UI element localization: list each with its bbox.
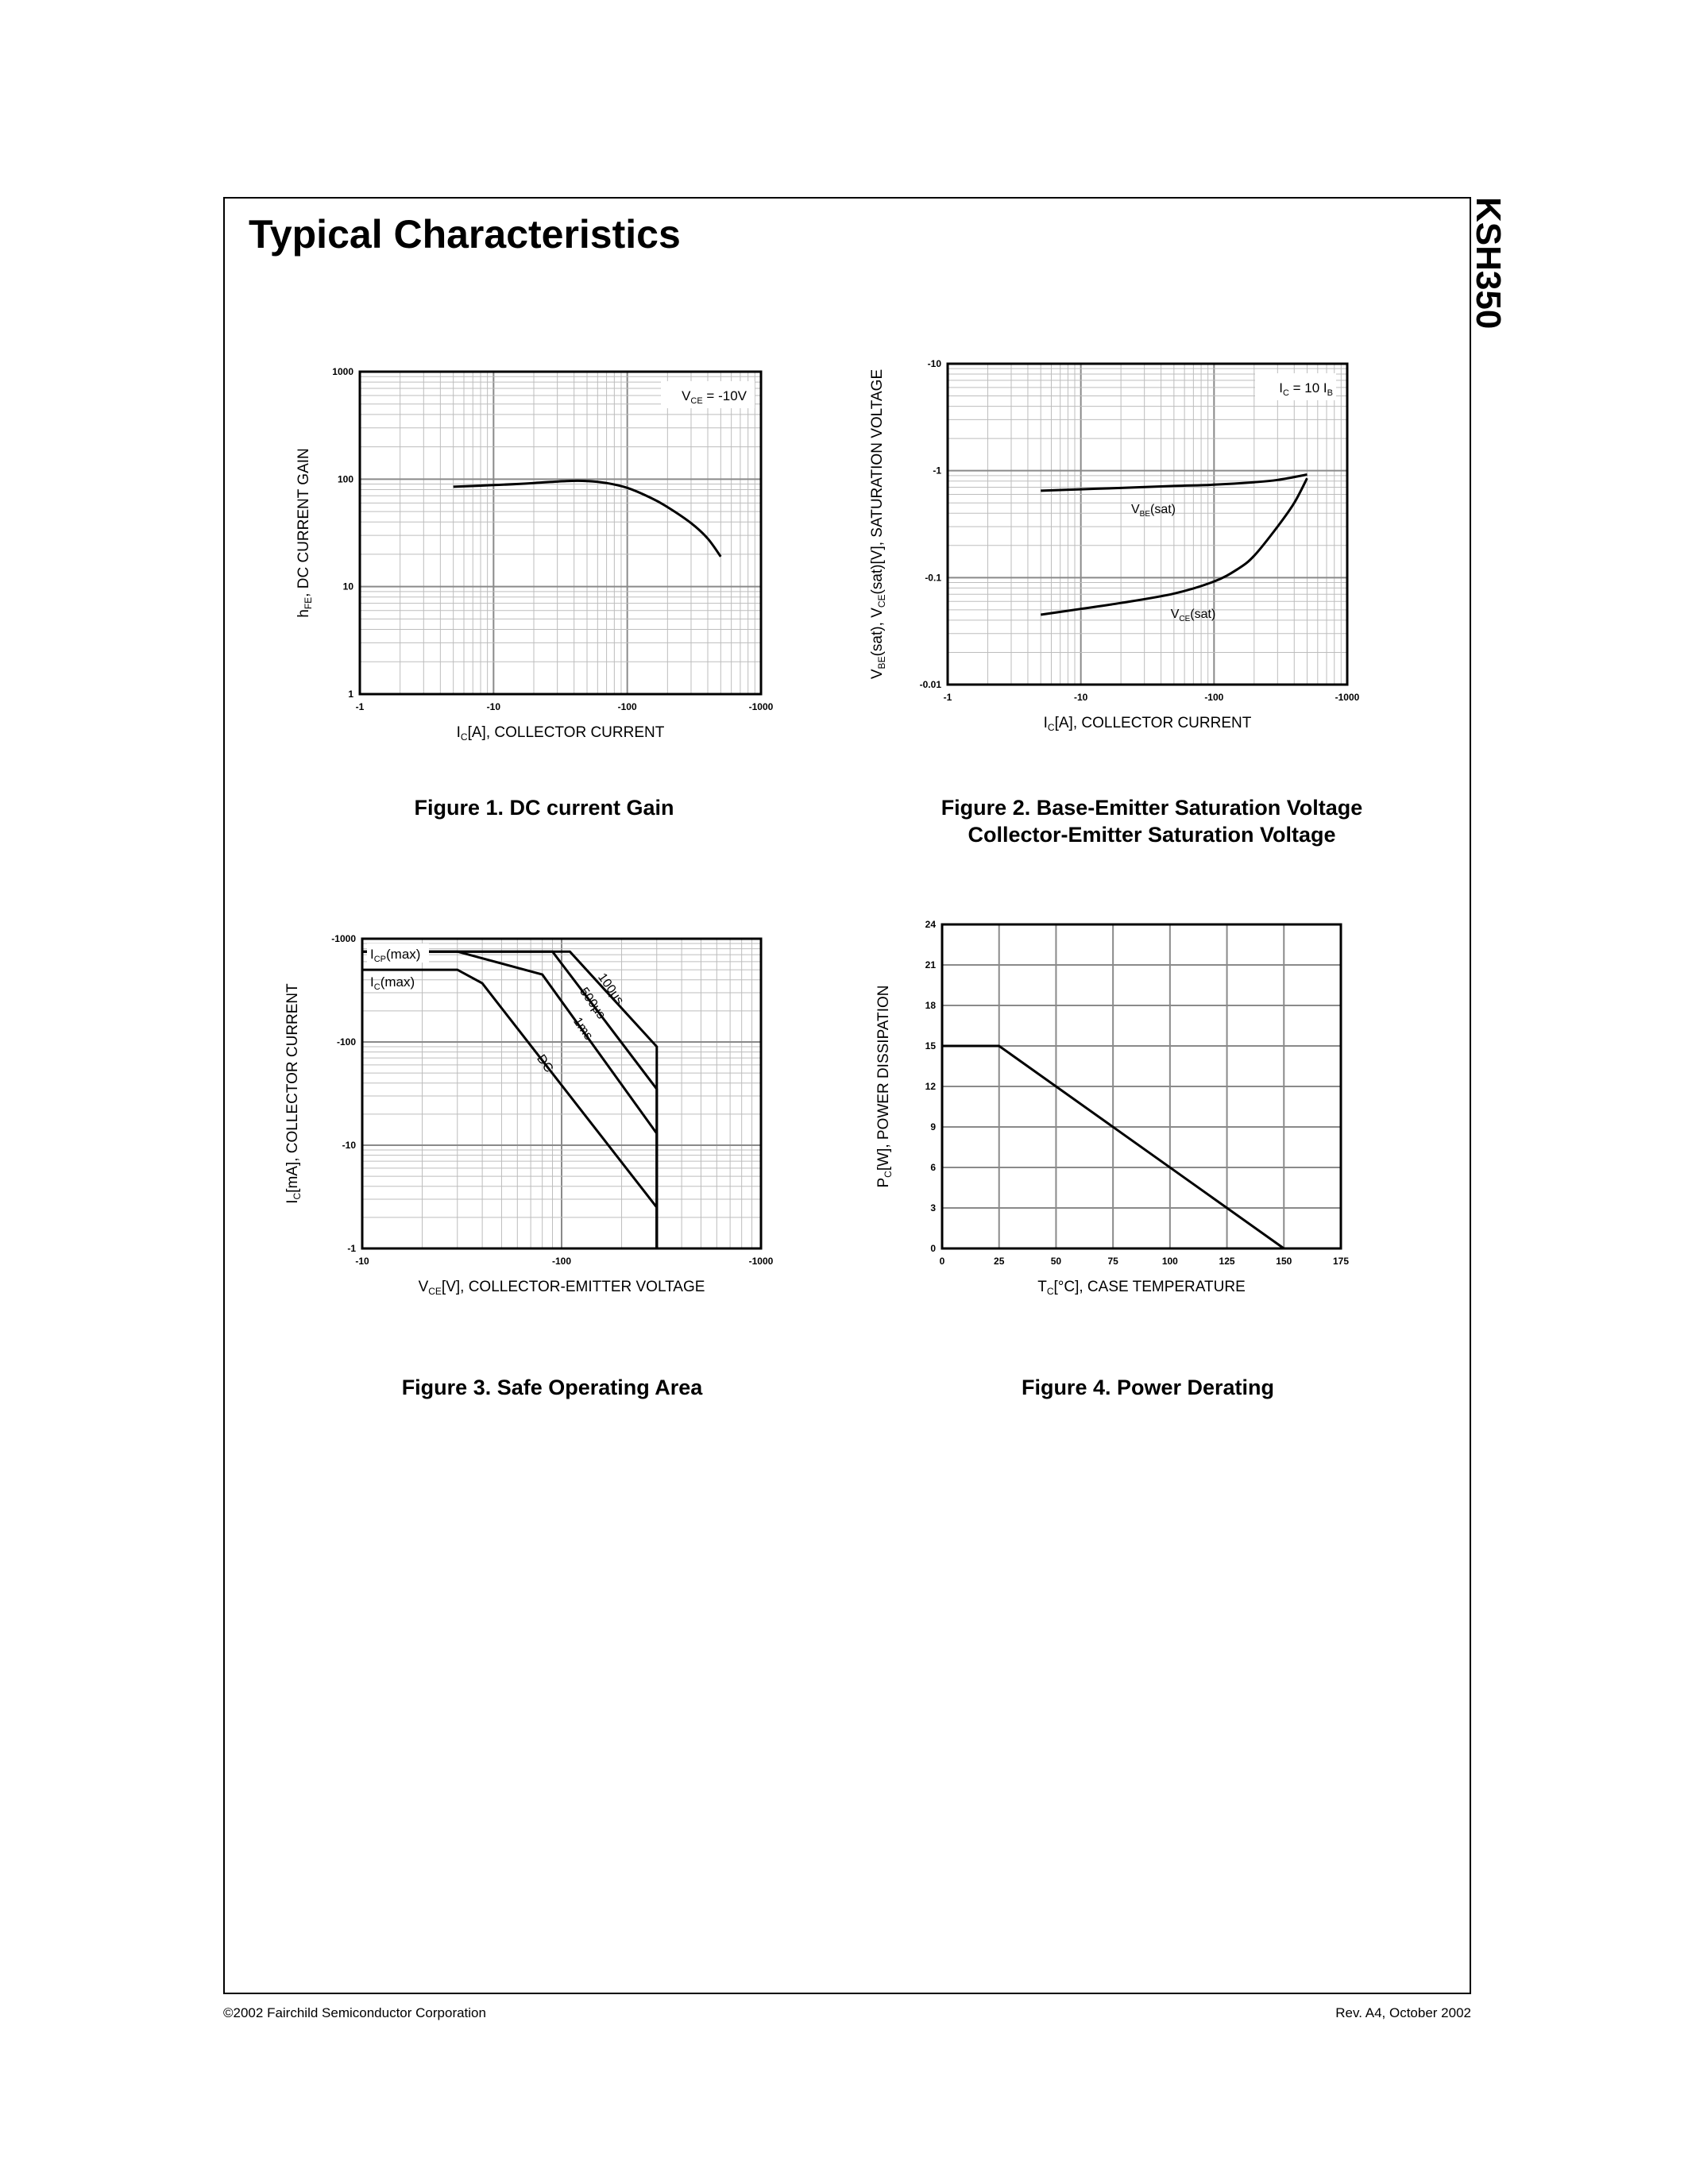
x-tick-label: -1 [355,701,365,712]
annotation-text: $V_{CE} = -10V$ [682,388,747,406]
y-tick-label: -1 [933,465,941,477]
chart-dc-current-gain [294,357,786,754]
chart-power-derating [874,921,1414,1334]
annotation-text: $I_C(\max)$ [370,974,415,992]
figure-4-caption [937,1374,1358,1401]
x-tick-label: -1000 [748,701,774,712]
y-axis-label: $V_{BE}(sat)$, $V_{CE}(sat)[V]$, SATURATION VOLTAGE [869,369,887,680]
y-tick-label: 1000 [332,366,353,377]
x-tick-label: 0 [939,1256,945,1267]
y-tick-label: 12 [925,1081,936,1092]
x-tick-label: -1000 [748,1256,774,1267]
footer-revision: Rev. A4, October 2002 [1335,2005,1471,2020]
y-tick-label: -10 [342,1140,356,1151]
x-tick-label: 175 [1332,1256,1350,1267]
x-tick-label: 75 [1107,1256,1118,1267]
y-tick-label: 100 [337,473,353,485]
y-tick-label: -1 [347,1243,356,1254]
series-label: 1ms [570,1015,596,1043]
x-tick-label: -100 [1204,692,1224,703]
caption-line: Figure 1. DC current Gain [414,796,674,820]
x-tick-label: 100 [1161,1256,1178,1267]
y-tick-label: -100 [336,1036,356,1048]
series-label: $V_{CE}(sat)$ [1170,608,1216,623]
y-tick-label: -0.1 [925,572,941,584]
y-tick-label: -0.01 [919,679,941,690]
caption-line: Figure 4. Power Derating [1021,1376,1275,1399]
y-tick-label: 0 [930,1243,936,1254]
footer-copyright: ©2002 Fairchild Semiconductor Corporation [223,2005,486,2020]
chart-saturation-voltage [869,349,1414,754]
page-heading: Typical Characteristics [249,212,681,257]
figure-2-caption [898,794,1406,848]
x-axis-label: $V_{CE}[V]$, COLLECTOR-EMITTER VOLTAGE [418,1279,705,1297]
series-label: $V_{BE}(sat)$ [1130,503,1176,519]
x-axis-label: $I_C[A]$, COLLECTOR CURRENT [456,724,665,743]
x-tick-label: -100 [617,701,637,712]
series-line-dc [362,970,657,1248]
x-axis-label: $T_C[^\circ C]$, CASE TEMPERATURE [1037,1279,1246,1297]
series-label: 100μs [595,970,627,1008]
y-tick-label: 3 [930,1202,936,1214]
x-axis-label: $I_C[A]$, COLLECTOR CURRENT [1043,715,1252,733]
series-label: 500μs [577,985,608,1022]
x-tick-label: -1000 [1335,692,1360,703]
y-tick-label: 21 [925,959,936,970]
x-tick-label: -100 [551,1256,572,1267]
y-tick-label: 15 [925,1040,936,1051]
y-tick-label: 9 [930,1121,936,1133]
y-axis-label: $P_C[W]$, POWER DISSIPATION [875,985,894,1188]
x-tick-label: 125 [1219,1256,1235,1267]
series-label: DC [534,1052,556,1075]
figure-3-caption [342,1374,763,1401]
x-tick-label: 50 [1050,1256,1062,1267]
x-tick-label: -10 [355,1256,369,1267]
y-tick-label: 24 [925,919,936,930]
y-tick-label: 10 [342,581,353,592]
side-title-text: KSH350 [1469,197,1508,330]
caption-line: Figure 2. Base-Emitter Saturation Voltage [941,796,1363,820]
y-tick-label: 18 [925,1000,936,1011]
annotation-text: $I_{CP}(\max)$ [370,947,421,964]
y-tick-label: 1 [348,689,353,700]
side-title [1471,197,1543,435]
x-tick-label: -1 [943,692,952,703]
x-tick-label: -10 [486,701,501,712]
y-tick-label: 6 [930,1162,936,1173]
x-tick-label: 150 [1276,1256,1292,1267]
annotation-text: $I_C = 10$ $I_B$ [1279,380,1333,398]
figure-1-caption [334,794,755,821]
y-axis-label: $h_{FE}$, DC CURRENT GAIN [295,448,314,618]
plot-frame [948,364,1347,685]
y-tick-label: -10 [927,358,941,369]
x-tick-label: -10 [1073,692,1088,703]
x-tick-label: 25 [994,1256,1005,1267]
caption-line: Figure 3. Safe Operating Area [401,1376,703,1399]
caption-line: Collector-Emitter Saturation Voltage [968,823,1336,847]
y-tick-label: -1000 [331,933,356,944]
y-axis-label: $I_C[mA]$, COLLECTOR CURRENT [284,983,303,1204]
chart-safe-operating-area [286,921,786,1334]
